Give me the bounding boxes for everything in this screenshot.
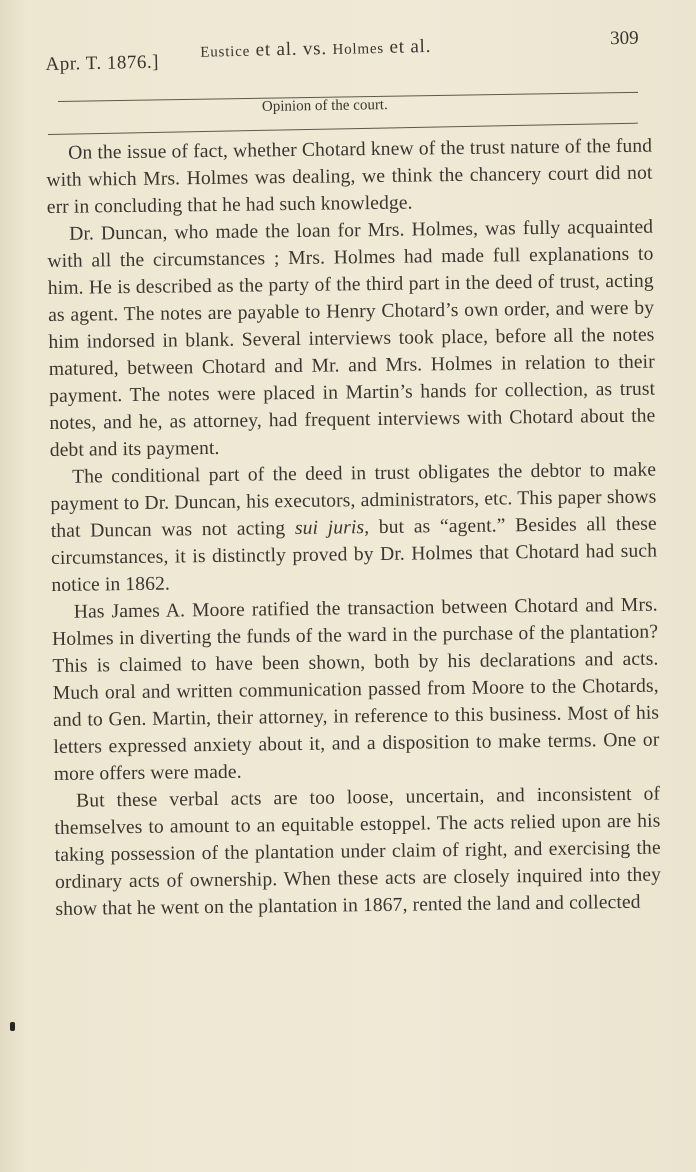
paragraph-3-before: The conditional part of the deed in trust obligates the debtor to make payment to Dr. Duncan, his executors, administrators, etc. This paper shows that Duncan was not acting: [50, 459, 657, 542]
paragraph-4: Has James A. Moore ratified the transaction between Chotard and Mrs. Holmes in diverting the funds of the ward in the purchase of the plantation? This is claimed to have been shown, both by his declarations and acts. Much oral and written communication passed from Moore to the Chotards, and to Gen. Martin, their attorney, in reference to this business. Most of his letters expressed anxiety about it, and a disposition to make terms. One or more offers were made.: [51, 594, 660, 785]
term-label: Apr. T. 1876.]: [45, 51, 160, 75]
page-number: 309: [609, 27, 639, 50]
paragraph-2: Dr. Duncan, who made the loan for Mrs. Holmes, was fully acquainted with all the circumstances ; Mrs. Holmes had made full explanations to him. He is described as the party of the third part in the deed of trust, acting as agent. The notes are payable to Henry Chotard’s own order, and were by him indorsed in blank. Several interviews took place, before all the notes matured, between Chotard and Mr. and Mrs. Holmes in relation to their payment. The notes were placed in Martin’s hands for collection, as trust notes, and he, as attorney, had frequent interviews with Chotard about the debt and its payment.: [47, 216, 656, 461]
latin-phrase: sui juris: [294, 517, 365, 539]
case-title-end: et al.: [383, 35, 432, 58]
case-party-1: Eustice: [200, 43, 251, 61]
case-title: [200, 36, 431, 63]
paragraph-1: On the issue of fact, whether Chotard knew of the trust nature of the fund with which Mrs. Holmes was dealing, we think the chancery court did not err in concluding that he had such knowledge.: [46, 135, 653, 218]
opinion-text: [46, 133, 662, 923]
case-title-mid: et al. vs.: [249, 37, 333, 61]
paragraph-3-after: , but as “agent.” Besides all these circumstances, it is distinctly proved by Dr. Holmes that Chotard had such notice in 1862.: [50, 513, 658, 596]
section-subheading: Opinion of the court.: [261, 97, 388, 115]
case-party-2: Holmes: [332, 40, 385, 58]
running-head: [45, 25, 646, 78]
paragraph-5: But these verbal acts are too loose, uncertain, and inconsistent of themselves to amount to an equitable estoppel. The acts relied upon are his taking possession of the plantation under claim of right, and exercising the ordinary acts of ownership. When these acts are closely inquired into they show that he went on the plantation in 1867, rented the land and collected: [54, 783, 662, 920]
paragraph-3: [50, 457, 658, 599]
ink-mark: [10, 1022, 15, 1031]
